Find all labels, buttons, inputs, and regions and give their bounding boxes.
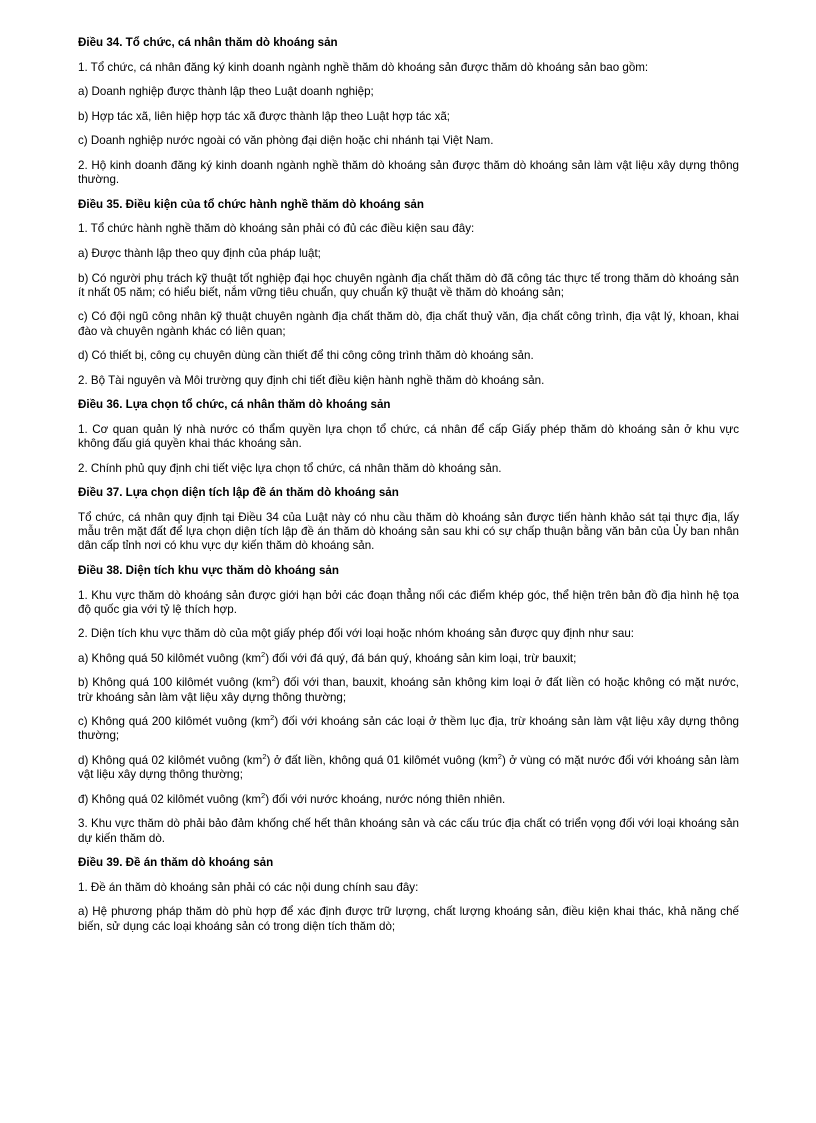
article-37-title: Điều 37. Lựa chọn diện tích lập đề án thăm dò khoáng sản <box>78 486 399 500</box>
article-36-clause-2: 2. Chính phủ quy định chi tiết việc lựa chọn tổ chức, cá nhân thăm dò khoáng sản. <box>78 461 502 475</box>
article-35-item-c: c) Có đội ngũ công nhân kỹ thuật chuyên ngành địa chất thăm dò, địa chất thuỷ văn, địa chất công trình, địa vật lý, khoan, khai đào và chuyên ngành khác có liên quan; <box>78 310 739 338</box>
document-page <box>78 36 739 944</box>
article-38-clause-3: 3. Khu vực thăm dò phải bảo đảm khống chế hết thân khoáng sản và các cấu trúc địa chất có triển vọng đối với loại khoáng sản dự kiến thăm dò. <box>78 817 739 845</box>
article-34-clause-1: 1. Tổ chức, cá nhân đăng ký kinh doanh ngành nghề thăm dò khoáng sản được thăm dò khoáng sản bao gồm: <box>78 60 649 74</box>
article-38-clause-2: 2. Diện tích khu vực thăm dò của một giấy phép đối với loại hoặc nhóm khoáng sản được quy định như sau: <box>78 627 635 641</box>
article-38-item-d: d) Không quá 02 kilômét vuông $(km^2)$ ở đất liền, không quá 01 kilômét vuông $(km^2)$ ở vùng có mặt nước đối với khoáng sản làm vật liệu xây dựng thông thường; <box>78 752 739 782</box>
article-34-item-a: a) Doanh nghiệp được thành lập theo Luật doanh nghiệp; <box>78 85 374 99</box>
article-38-item-dd: đ) Không quá 02 kilômét vuông $(km^2)$ đối với nước khoáng, nước nóng thiên nhiên. <box>78 791 506 806</box>
article-39-title: Điều 39. Đề án thăm dò khoáng sản <box>78 856 274 870</box>
article-34-title: Điều 34. Tổ chức, cá nhân thăm dò khoáng sản <box>78 36 338 49</box>
article-35-title: Điều 35. Điều kiện của tổ chức hành nghề thăm dò khoáng sản <box>78 197 424 211</box>
article-34-item-b: b) Hợp tác xã, liên hiệp hợp tác xã được thành lập theo Luật hợp tác xã; <box>78 109 451 123</box>
article-35-item-a: a) Được thành lập theo quy định của pháp luật; <box>78 246 321 260</box>
article-39-item-a: a) Hệ phương pháp thăm dò phù hợp để xác định được trữ lượng, chất lượng khoáng sản, điều kiện khai thác, khả năng chế biến, sử dụng các loại khoáng sản có trong diện tích thăm dò; <box>78 905 739 933</box>
article-38-title: Điều 38. Diện tích khu vực thăm dò khoáng sản <box>78 563 339 577</box>
article-36-title: Điều 36. Lựa chọn tổ chức, cá nhân thăm dò khoáng sản <box>78 398 391 412</box>
article-35-clause-2: 2. Bộ Tài nguyên và Môi trường quy định chi tiết điều kiện hành nghề thăm dò khoáng sản. <box>78 373 545 387</box>
article-35-clause-1: 1. Tổ chức hành nghề thăm dò khoáng sản phải có đủ các điều kiện sau đây: <box>78 222 475 236</box>
article-36-clause-1: 1. Cơ quan quản lý nhà nước có thẩm quyền lựa chọn tổ chức, cá nhân để cấp Giấy phép thăm dò khoáng sản ở khu vực không đấu giá quyền khai thác khoáng sản. <box>78 422 739 451</box>
article-35-item-d: d) Có thiết bị, công cụ chuyên dùng cần thiết để thi công công trình thăm dò khoáng sản. <box>78 349 534 363</box>
article-38-item-a: a) Không quá 50 kilômét vuông $(km^2)$ đối với đá quý, đá bán quý, khoáng sản kim loại, trừ bauxit; <box>78 650 577 665</box>
article-38-item-b: b) Không quá 100 kilômét vuông $(km^2)$ đối với than, bauxit, khoáng sản không kim loại ở đất liền có hoặc không có mặt nước, trừ khoáng sản làm vật liệu xây dựng thông thường; <box>78 674 739 704</box>
article-38-clause-1: 1. Khu vực thăm dò khoáng sản được giới hạn bởi các đoạn thẳng nối các điểm khép góc, thể hiện trên bản đồ địa hình hệ tọa độ quốc gia với tỷ lệ thích hợp. <box>78 588 739 616</box>
article-39-clause-1: 1. Đề án thăm dò khoáng sản phải có các nội dung chính sau đây: <box>78 880 419 894</box>
article-34-item-c: c) Doanh nghiệp nước ngoài có văn phòng đại diện hoặc chi nhánh tại Việt Nam. <box>78 134 494 148</box>
article-35-item-b: b) Có người phụ trách kỹ thuật tốt nghiệp đại học chuyên ngành địa chất thăm dò đã công tác thực tế trong thăm dò khoáng sản ít nhất 05 năm; có hiểu biết, nắm vững tiêu chuẩn, quy chuẩn kỹ thuật về thăm dò khoáng sản; <box>78 271 739 299</box>
article-34-clause-2: 2. Hộ kinh doanh đăng ký kinh doanh ngành nghề thăm dò khoáng sản được thăm dò khoáng sản làm vật liệu xây dựng thông thường. <box>78 158 739 187</box>
article-37-body: Tổ chức, cá nhân quy định tại Điều 34 của Luật này có nhu cầu thăm dò khoáng sản được tiến hành khảo sát tại thực địa, lấy mẫu trên mặt đất để lựa chọn diện tích lập đề án thăm dò khoáng sản sau khi có sự chấp thuận bằng văn bản của Ủy ban nhân dân cấp tỉnh nơi có khu vực dự kiến thăm dò khoáng sản. <box>78 510 739 553</box>
article-38-item-c: c) Không quá 200 kilômét vuông $(km^2)$ đối với khoáng sản các loại ở thềm lục địa, trừ khoáng sản làm vật liệu xây dựng thông thường; <box>78 713 739 743</box>
